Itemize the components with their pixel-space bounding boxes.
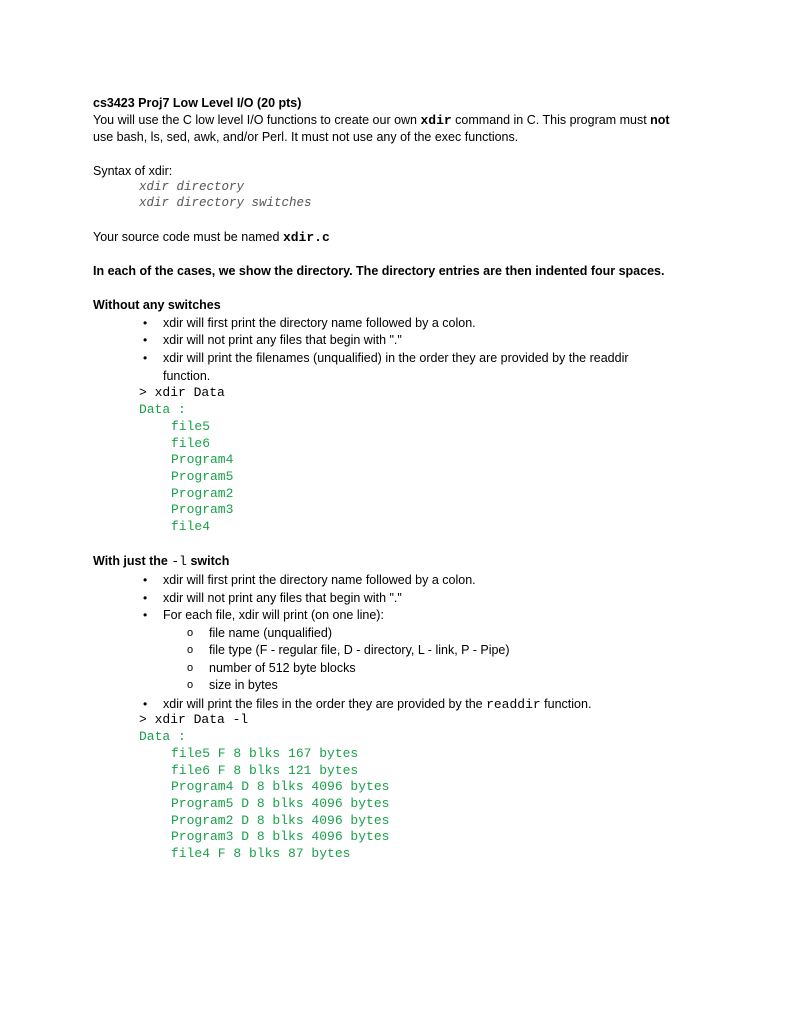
section1-entry: Program4	[171, 452, 234, 467]
section1-entry: file6	[171, 436, 211, 451]
xdir-command-inline: xdir	[420, 113, 452, 128]
source-name-text: Your source code must be named	[93, 230, 283, 244]
last-bullet-pre: xdir will print the files in the order they are provided by the	[163, 697, 487, 711]
source-name-line	[93, 229, 330, 246]
last-bullet-post: function.	[540, 697, 592, 711]
syntax-line-2: xdir directory switches	[139, 196, 312, 210]
syntax-heading: Syntax of xdir:	[93, 164, 173, 178]
bullet-icon: •	[143, 333, 148, 347]
section2-dir-line: Data :	[139, 729, 186, 744]
section2-heading-pre: With just the	[93, 554, 172, 568]
section1-entry: Program3	[171, 502, 234, 517]
source-file-name: xdir.c	[282, 230, 330, 245]
section2-heading-switch: -l	[171, 554, 187, 569]
section2-entry: file6 F 8 blks 121 bytes	[171, 763, 359, 778]
section2-bullet-2: xdir will not print any files that begin with "."	[163, 591, 402, 605]
page-title: cs3423 Proj7 Low Level I/O (20 pts)	[93, 96, 302, 110]
bullet-icon: •	[143, 351, 148, 365]
section1-entry: file4	[171, 519, 211, 534]
section1-bullet-2: xdir will not print any files that begin with "."	[163, 333, 402, 347]
section2-entry: Program4 D 8 blks 4096 bytes	[171, 779, 390, 794]
section1-bullet-3-cont: function.	[163, 369, 211, 383]
circle-bullet-icon: o	[187, 644, 194, 656]
bullet-icon: •	[143, 608, 148, 622]
section1-bullet-3: xdir will print the filenames (unqualified) in the order they are provided by the readdir	[163, 351, 629, 365]
section2-sub-item: file type (F - regular file, D - directory, L - link, P - Pipe)	[209, 643, 510, 657]
syntax-line-1: xdir directory	[139, 180, 245, 194]
section2-entry: Program2 D 8 blks 4096 bytes	[171, 813, 390, 828]
section2-heading	[93, 553, 229, 570]
bullet-icon: •	[143, 316, 148, 330]
section1-heading: Without any switches	[93, 298, 221, 312]
section2-heading-post: switch	[186, 554, 230, 568]
intro-line-1	[93, 112, 670, 129]
intro-line-2: use bash, ls, sed, awk, and/or Perl. It must not use any of the exec functions.	[93, 130, 519, 144]
section1-entry: file5	[171, 419, 211, 434]
section2-bullet-3: For each file, xdir will print (on one line):	[163, 608, 384, 622]
cases-note: In each of the cases, we show the directory. The directory entries are then indented four spaces.	[93, 264, 665, 278]
circle-bullet-icon: o	[187, 662, 194, 674]
section2-entry: file4 F 8 blks 87 bytes	[171, 846, 351, 861]
circle-bullet-icon: o	[187, 627, 194, 639]
bullet-icon: •	[143, 573, 148, 587]
section1-entry: Program5	[171, 469, 234, 484]
bullet-icon: •	[143, 591, 148, 605]
intro-not-emphasis: not	[650, 113, 670, 127]
section2-bullet-1: xdir will first print the directory name followed by a colon.	[163, 573, 476, 587]
intro-text-2: command in C. This program must	[451, 113, 651, 127]
section2-sub-item: size in bytes	[209, 678, 278, 692]
section2-entry: Program3 D 8 blks 4096 bytes	[171, 829, 390, 844]
intro-text-1: You will use the C low level I/O functions to create our own	[93, 113, 421, 127]
section1-bullet-1: xdir will first print the directory name followed by a colon.	[163, 316, 476, 330]
circle-bullet-icon: o	[187, 679, 194, 691]
section2-command: > xdir Data -l	[139, 712, 249, 727]
section1-command: > xdir Data	[139, 385, 225, 400]
section2-sub-item: file name (unqualified)	[209, 626, 332, 640]
section1-entry: Program2	[171, 486, 234, 501]
section1-dir-line: Data :	[139, 402, 186, 417]
section2-entry: Program5 D 8 blks 4096 bytes	[171, 796, 390, 811]
section2-entry: file5 F 8 blks 167 bytes	[171, 746, 359, 761]
bullet-icon: •	[143, 697, 148, 711]
section2-sub-item: number of 512 byte blocks	[209, 661, 356, 675]
readdir-code: readdir	[486, 697, 541, 712]
section2-last-bullet	[163, 696, 591, 713]
